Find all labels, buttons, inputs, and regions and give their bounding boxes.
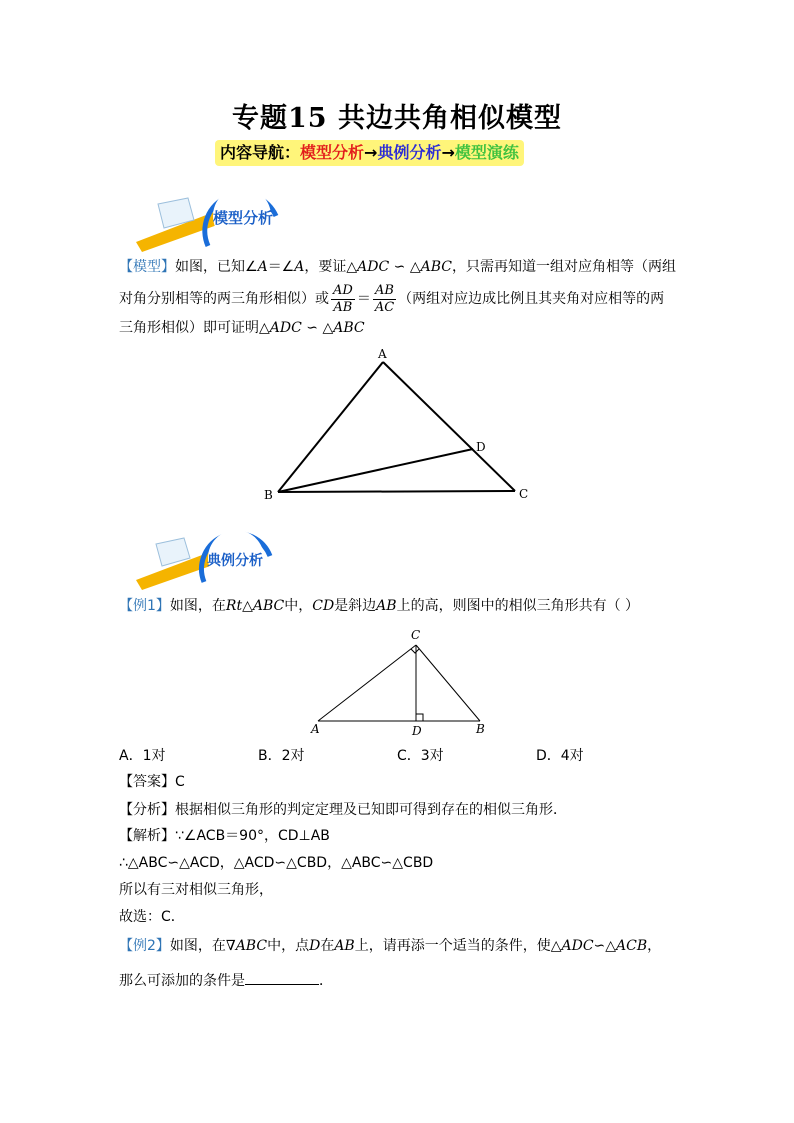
nav-prefix: 内容导航： xyxy=(220,143,301,162)
question-text: 上的高，则图中的相似三角形共有（ ） xyxy=(396,598,640,614)
solution-line-1 xyxy=(119,826,330,846)
right-angle-mark-c xyxy=(411,649,419,653)
model-analysis-badge-label: 模型分析 xyxy=(212,209,274,227)
math-expression: △ADC ∽ △ABC xyxy=(259,320,365,336)
right-angle-mark-d xyxy=(416,714,423,721)
question-text: ， xyxy=(647,938,662,954)
fraction-numerator: AD xyxy=(333,282,353,298)
math-expression: △ADC ∽ △ABC xyxy=(346,259,452,275)
model-text: 对角分别相等的两三角形相似）或 xyxy=(119,291,329,307)
fraction-ad-ab xyxy=(331,283,355,316)
label-c: C xyxy=(519,487,529,501)
model-triangle-figure xyxy=(255,342,545,512)
label-b: B xyxy=(476,722,485,736)
solution-line-3: 所以有三对相似三角形， xyxy=(119,882,273,898)
model-text: ，只需再知道一组对应角相等（两组 xyxy=(451,259,676,275)
analysis-line xyxy=(119,800,567,820)
analysis-text: 根据相似三角形的判定定理及已知即可得到存在的相似三角形． xyxy=(175,802,567,818)
fraction-ab-ac xyxy=(373,283,396,316)
nav-arrow: → xyxy=(364,143,378,162)
math-expression: △ADC∽△ACB xyxy=(550,938,648,954)
math-var: AB xyxy=(334,938,355,954)
question-text: ． xyxy=(319,973,333,989)
math-expression: Rt△ABC xyxy=(225,598,285,614)
example-analysis-badge-label: 典例分析 xyxy=(207,553,263,569)
question-text: 如图，在 xyxy=(169,598,226,614)
right-triangle-figure xyxy=(300,626,500,738)
label-d: D xyxy=(412,724,422,738)
analysis-tag: 【分析】 xyxy=(119,802,175,818)
question-text: 中，点 xyxy=(267,938,310,954)
equals-sign: ＝ xyxy=(356,291,371,307)
answer-line xyxy=(119,772,185,792)
math-var: D xyxy=(309,938,321,954)
content-navigation xyxy=(215,140,524,166)
answer-tag: 【答案】 xyxy=(119,774,175,790)
model-text: （两组对应边成比例且其夹角对应相等的两 xyxy=(398,291,665,307)
math-var: CD xyxy=(312,598,335,614)
label-a: A xyxy=(378,347,387,361)
nav-item-model-practice: 模型演练 xyxy=(454,143,519,162)
example-1-tag: 【例1】 xyxy=(119,598,170,614)
model-paragraph-line-1 xyxy=(119,257,676,277)
option-b[interactable]: B．2对 xyxy=(258,748,305,764)
fraction-numerator: AB xyxy=(373,283,396,300)
model-text: ＝∠ xyxy=(267,259,295,275)
option-a[interactable]: A．1对 xyxy=(119,748,166,764)
math-expression: ∇ABC xyxy=(225,938,268,954)
example-2-question xyxy=(119,936,661,956)
math-var: A xyxy=(294,259,305,275)
nav-item-example-analysis: 典例分析 xyxy=(377,143,442,162)
model-text: 三角形相似）即可证明 xyxy=(119,320,259,336)
solution-line-2: ∴△ABC∽△ACD，△ACD∽△CBD，△ABC∽△CBD xyxy=(119,855,434,871)
solution-text: ∵∠ACB＝90°，CD⊥AB xyxy=(175,828,330,844)
option-c[interactable]: C．3对 xyxy=(397,748,444,764)
math-var: AB xyxy=(376,598,397,614)
label-c: C xyxy=(411,628,421,642)
question-text: 是斜边 xyxy=(334,598,377,614)
segment-bc xyxy=(278,491,515,492)
model-tag: 【模型】 xyxy=(119,259,175,275)
answer-value: C xyxy=(175,774,185,790)
example-2-question-line-2 xyxy=(119,970,333,991)
example-analysis-badge xyxy=(128,518,288,598)
question-text: 中， xyxy=(284,598,313,614)
page-title: 专题15 共边共角相似模型 xyxy=(232,103,562,134)
example-2-tag: 【例2】 xyxy=(119,938,170,954)
fraction-denominator: AC xyxy=(374,299,395,315)
model-analysis-badge xyxy=(128,176,288,256)
segment-ac xyxy=(383,362,515,491)
label-d: D xyxy=(476,440,486,454)
model-text: ，要证 xyxy=(304,259,347,275)
example-1-question xyxy=(119,596,639,616)
question-text: 上，请再添一个适当的条件，使 xyxy=(354,938,551,954)
question-text: 在 xyxy=(320,938,335,954)
model-paragraph-line-3 xyxy=(119,318,365,338)
label-b: B xyxy=(264,488,273,502)
model-paragraph-line-2 xyxy=(119,279,664,319)
segment-bc xyxy=(416,645,480,721)
nav-item-model-analysis: 模型分析 xyxy=(300,143,365,162)
math-var: A xyxy=(257,259,268,275)
solution-line-4: 故选：C． xyxy=(119,909,185,925)
model-text: 如图，已知∠ xyxy=(175,259,258,275)
option-d[interactable]: D．4对 xyxy=(536,748,584,764)
segment-ac xyxy=(318,645,416,721)
question-text: 那么可添加的条件是 xyxy=(119,973,245,989)
fraction-denominator: AB xyxy=(333,299,353,315)
question-text: 如图，在 xyxy=(169,938,226,954)
solution-tag: 【解析】 xyxy=(119,828,175,844)
nav-arrow: → xyxy=(441,143,455,162)
label-a: A xyxy=(311,722,320,736)
answer-blank[interactable] xyxy=(245,970,319,985)
